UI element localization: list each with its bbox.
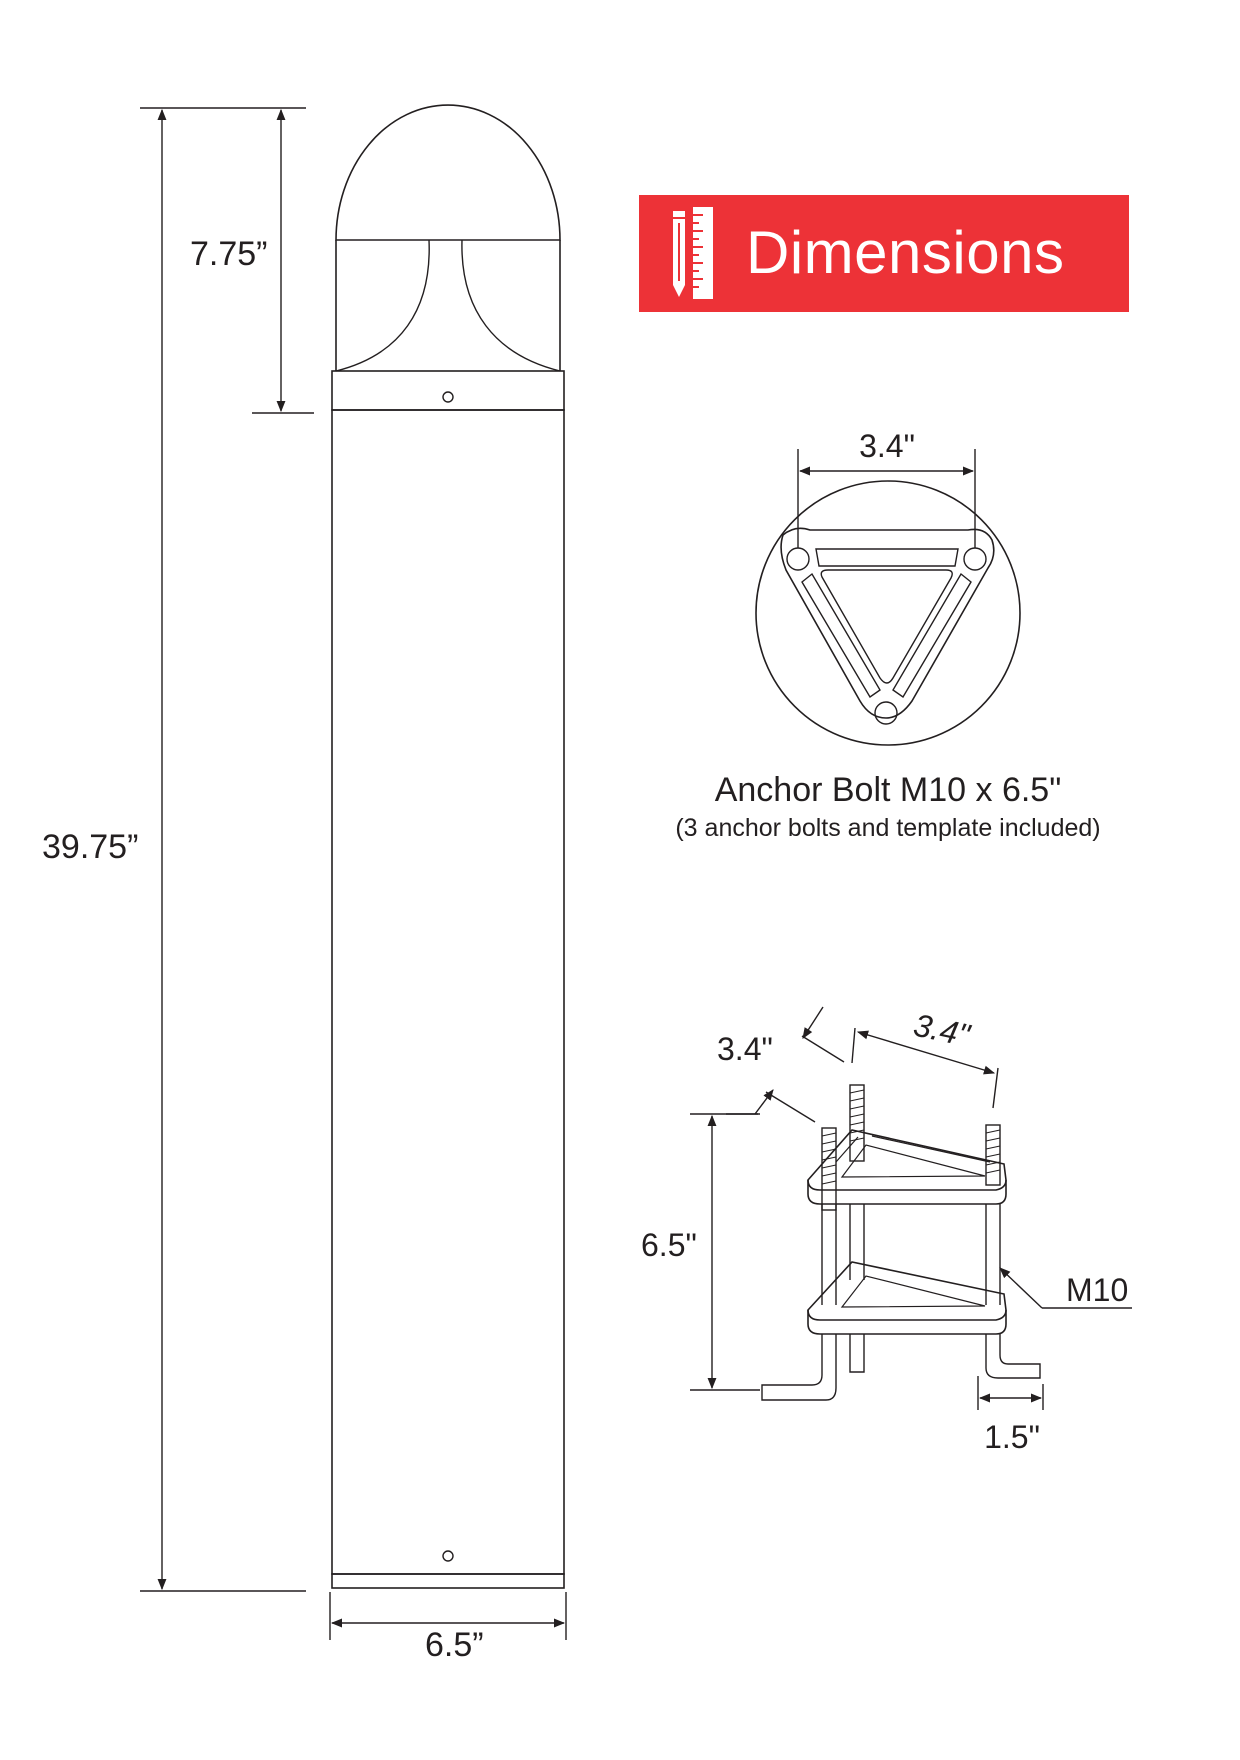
base-screw: [443, 1551, 453, 1561]
pencil-ruler-icon: [669, 205, 719, 301]
template-outline: [781, 528, 994, 718]
width-label: 6.5”: [425, 1626, 484, 1664]
anchor-assembly-drawing: [762, 1085, 1040, 1400]
bolt-hole-bottom: [875, 702, 897, 724]
hook-length-label: 1.5": [984, 1419, 1040, 1455]
lower-template-plate: [808, 1262, 1006, 1320]
slot-right: [893, 574, 971, 697]
bollard-pole: [332, 410, 564, 1574]
banner-title: Dimensions: [746, 219, 1065, 286]
slot-left: [802, 574, 880, 697]
hook-length-dimension: [978, 1376, 1043, 1410]
assembly-height-label: 6.5": [641, 1227, 697, 1263]
bollard-base: [332, 1574, 564, 1588]
bollard-drawing: [332, 105, 564, 1588]
bollard-dome: [336, 105, 560, 240]
anchor-bolt-subcaption: (3 anchor bolts and template included): [675, 814, 1101, 842]
hook-right: [986, 1334, 1040, 1378]
bolt-size-label: M10: [1066, 1272, 1129, 1308]
bolt-hole-left: [787, 548, 809, 570]
bollard-reflector: [336, 240, 560, 371]
hook-left: [762, 1334, 836, 1400]
assembly-height-dimension: [690, 1114, 760, 1390]
head-height-label: 7.75”: [190, 235, 268, 273]
collar-screw: [443, 392, 453, 402]
total-height-label: 39.75”: [42, 828, 139, 866]
dimensions-banner: [639, 195, 1129, 312]
anchor-plate-top-view: [756, 481, 1020, 745]
lower-plate-cutout: [842, 1276, 985, 1307]
bollard-collar: [332, 371, 564, 410]
assembly-spacing-right-label: 3.4": [910, 1006, 973, 1054]
assembly-spacing-left-label: 3.4": [717, 1031, 773, 1067]
bolt-spacing-label: 3.4": [859, 428, 915, 464]
slot-top: [816, 549, 958, 566]
bolt-hole-right: [964, 548, 986, 570]
threaded-bolt-left: [822, 1128, 836, 1210]
bollard-lens: [336, 240, 560, 371]
hook-back: [850, 1334, 864, 1372]
base-outline-circle: [756, 481, 1020, 745]
anchor-bolt-caption: Anchor Bolt M10 x 6.5": [714, 771, 1062, 809]
